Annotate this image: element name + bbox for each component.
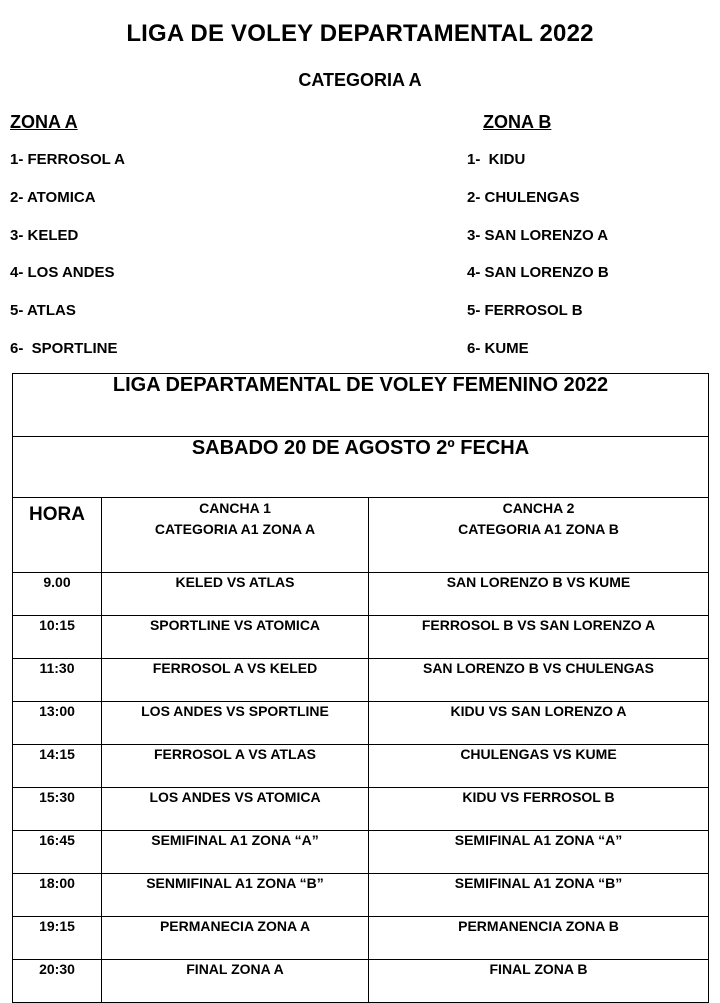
zone-b-team-list xyxy=(467,150,609,377)
match-time: 10:15 xyxy=(13,616,102,659)
hora-column-header: HORA xyxy=(13,498,102,573)
schedule-title: LIGA DEPARTAMENTAL DE VOLEY FEMENINO 2022 xyxy=(13,374,709,437)
schedule-table xyxy=(12,373,709,1003)
court1-match: LOS ANDES VS ATOMICA xyxy=(102,788,369,831)
court2-match: PERMANENCIA ZONA B xyxy=(369,917,709,960)
list-item: 4- LOS ANDES xyxy=(10,264,115,282)
court1-match: SEMIFINAL A1 ZONA “A” xyxy=(102,831,369,874)
table-row xyxy=(13,917,709,960)
match-time: 18:00 xyxy=(13,874,102,917)
zone-a-heading: ZONA A xyxy=(10,112,78,132)
table-row xyxy=(13,788,709,831)
court1-column-header xyxy=(102,498,369,573)
list-item: 3- KELED xyxy=(10,226,79,244)
court2-match: SEMIFINAL A1 ZONA “A” xyxy=(369,831,709,874)
list-item: 2- ATOMICA xyxy=(10,188,96,206)
table-row xyxy=(13,702,709,745)
schedule-date-row xyxy=(13,437,709,498)
court1-match: FERROSOL A VS KELED xyxy=(102,659,369,702)
court1-match: FINAL ZONA A xyxy=(102,960,369,1003)
category-heading: CATEGORIA A xyxy=(298,70,422,90)
table-row xyxy=(13,745,709,788)
court2-match: SEMIFINAL A1 ZONA “B” xyxy=(369,874,709,917)
list-item: 5- FERROSOL B xyxy=(467,302,583,320)
zone-b-heading: ZONA B xyxy=(483,112,552,132)
court2-column-header xyxy=(369,498,709,573)
list-item: 6- SPORTLINE xyxy=(10,339,118,357)
court1-match: PERMANECIA ZONA A xyxy=(102,917,369,960)
table-row xyxy=(13,831,709,874)
match-time: 11:30 xyxy=(13,659,102,702)
court2-match: SAN LORENZO B VS KUME xyxy=(369,573,709,616)
court1-match: LOS ANDES VS SPORTLINE xyxy=(102,702,369,745)
schedule-title-row xyxy=(13,374,709,437)
list-item: 3- SAN LORENZO A xyxy=(467,226,609,244)
list-item: 2- CHULENGAS xyxy=(467,188,580,206)
table-row xyxy=(13,616,709,659)
court1-match: FERROSOL A VS ATLAS xyxy=(102,745,369,788)
list-item: 1- FERROSOL A xyxy=(10,151,126,168)
list-item: 6- KUME xyxy=(467,339,529,357)
match-time: 19:15 xyxy=(13,917,102,960)
schedule-header-row xyxy=(13,498,709,573)
table-row xyxy=(13,960,709,1003)
court1-match: SENMIFINAL A1 ZONA “B” xyxy=(102,874,369,917)
court1-name: CANCHA 1 xyxy=(199,500,271,516)
match-time: 14:15 xyxy=(13,745,102,788)
list-item: 4- SAN LORENZO B xyxy=(467,264,609,282)
court2-match: KIDU VS SAN LORENZO A xyxy=(369,702,709,745)
match-time: 15:30 xyxy=(13,788,102,831)
court2-category: CATEGORIA A1 ZONA B xyxy=(458,521,619,537)
court1-match: KELED VS ATLAS xyxy=(102,573,369,616)
court1-match: SPORTLINE VS ATOMICA xyxy=(102,616,369,659)
court2-match: CHULENGAS VS KUME xyxy=(369,745,709,788)
court1-category: CATEGORIA A1 ZONA A xyxy=(154,521,316,537)
list-item: 1- KIDU xyxy=(467,151,526,168)
match-time: 16:45 xyxy=(13,831,102,874)
list-item: 5- ATLAS xyxy=(10,302,76,320)
match-time: 9.00 xyxy=(13,573,102,616)
court2-match: KIDU VS FERROSOL B xyxy=(369,788,709,831)
schedule-date: SABADO 20 DE AGOSTO 2º FECHA xyxy=(13,437,709,498)
match-time: 20:30 xyxy=(13,960,102,1003)
match-time: 13:00 xyxy=(13,702,102,745)
court2-match: FERROSOL B VS SAN LORENZO A xyxy=(369,616,709,659)
court2-name: CANCHA 2 xyxy=(502,500,575,516)
table-row xyxy=(13,573,709,616)
zone-a-team-list xyxy=(10,150,125,377)
table-row xyxy=(13,659,709,702)
court2-match: SAN LORENZO B VS CHULENGAS xyxy=(369,659,709,702)
court2-match: FINAL ZONA B xyxy=(369,960,709,1003)
page-title: LIGA DE VOLEY DEPARTAMENTAL 2022 xyxy=(126,20,594,47)
table-row xyxy=(13,874,709,917)
